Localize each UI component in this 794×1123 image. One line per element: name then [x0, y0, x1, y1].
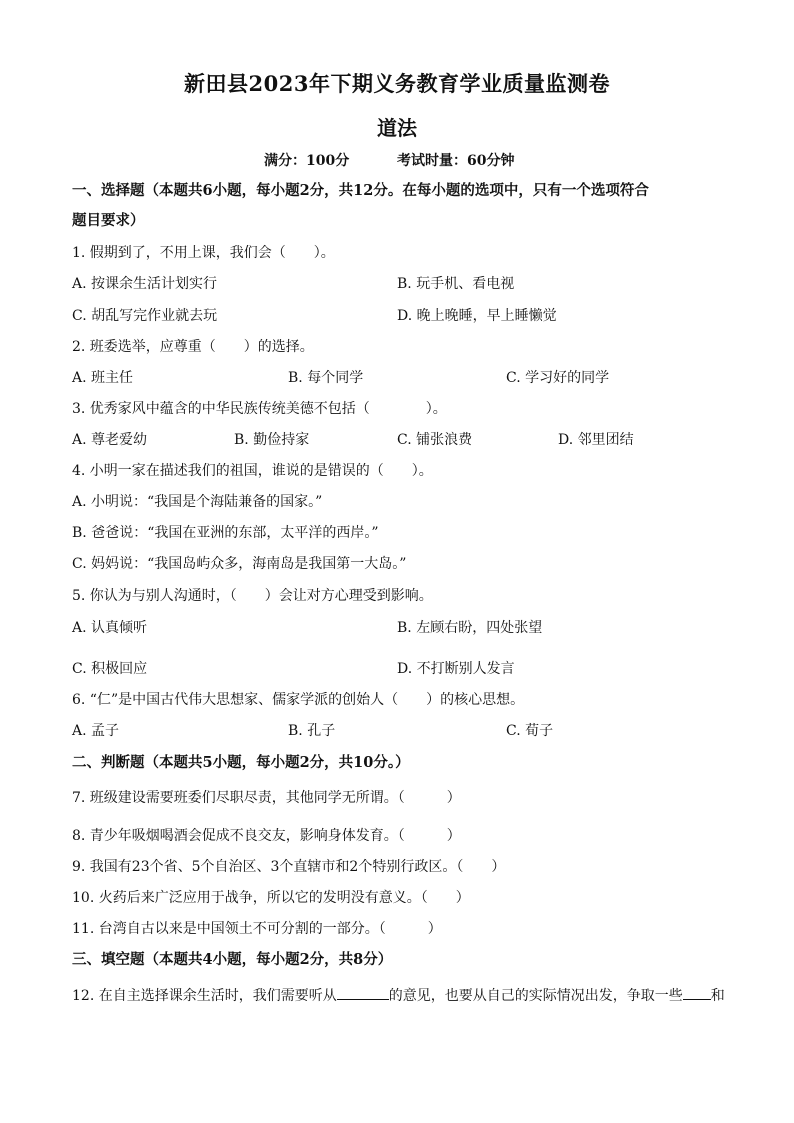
q4-option-b: B. 爸爸说：“我国在亚洲的东部，太平洋的西岸。” — [72, 525, 379, 541]
q6-option-a: A. 孟子 — [72, 723, 120, 739]
section1-heading-cont: 题目要求） — [72, 212, 145, 229]
question-11: 11. 台湾自古以来是中国领土不可分割的一部分。（ ） — [72, 921, 442, 937]
section2-heading: 二、判断题（本题共5小题，每小题2分，共10分。） — [72, 754, 410, 771]
exam-title: 新田县2023年下期义务教育学业质量监测卷 — [184, 71, 610, 96]
q3-option-d: D. 邻里团结 — [558, 432, 634, 448]
question-12 — [72, 985, 725, 1005]
q5-option-a: A. 认真倾听 — [72, 620, 148, 636]
question-6: 6. “仁”是中国古代伟大思想家、儒家学派的创始人（ ）的核心思想。 — [72, 692, 525, 708]
q4-option-a: A. 小明说：“我国是个海陆兼备的国家。” — [72, 494, 323, 510]
full-score: 满分：100分 — [264, 153, 350, 169]
q5-option-b: B. 左顾右盼，四处张望 — [397, 620, 543, 636]
exam-time: 考试时量：60分钟 — [397, 153, 515, 169]
q2-option-b: B. 每个同学 — [288, 370, 364, 386]
q1-option-d: D. 晚上晚睡，早上睡懒觉 — [397, 308, 557, 324]
q3-option-c: C. 铺张浪费 — [397, 432, 473, 448]
q3-option-b: B. 勤俭持家 — [234, 432, 310, 448]
q3-option-a: A. 尊老爱幼 — [72, 432, 148, 448]
q5-option-c: C. 积极回应 — [72, 661, 148, 677]
question-7: 7. 班级建设需要班委们尽职尽责，其他同学无所谓。（ ） — [72, 790, 461, 806]
q5-option-d: D. 不打断别人发言 — [397, 661, 515, 677]
q4-option-c: C. 妈妈说：“我国岛屿众多，海南岛是我国第一大岛。” — [72, 556, 407, 572]
q6-option-c: C. 荀子 — [506, 723, 554, 739]
question-8: 8. 青少年吸烟喝酒会促成不良交友，影响身体发育。（ ） — [72, 828, 461, 844]
question-10: 10. 火药后来广泛应用于战争，所以它的发明没有意义。（ ） — [72, 890, 470, 906]
q6-option-b: B. 孔子 — [288, 723, 336, 739]
question-2: 2. 班委选举，应尊重（ ）的选择。 — [72, 339, 314, 355]
q1-option-b: B. 玩手机、看电视 — [397, 276, 515, 292]
q2-option-c: C. 学习好的同学 — [506, 370, 610, 386]
q1-option-a: A. 按课余生活计划实行 — [72, 276, 218, 292]
question-4: 4. 小明一家在描述我们的祖国，谁说的是错误的（ ）。 — [72, 463, 433, 479]
q12-blank-2[interactable] — [683, 985, 711, 1000]
question-3: 3. 优秀家风中蕴含的中华民族传统美德不包括（ ）。 — [72, 401, 447, 417]
q12-text-part3: 和 — [710, 988, 725, 1004]
section1-heading: 一、选择题（本题共6小题，每小题2分，共12分。在每小题的选项中，只有一个选项符合 — [72, 182, 649, 199]
subject-title: 道法 — [377, 116, 417, 140]
question-5: 5. 你认为与别人沟通时，（ ）会让对方心理受到影响。 — [72, 588, 433, 604]
question-1: 1. 假期到了，不用上课，我们会（ ）。 — [72, 245, 335, 261]
q12-text-part1: 12. 在自主选择课余生活时，我们需要听从 — [72, 988, 337, 1004]
question-9: 9. 我国有23个省、5个自治区、3个直辖市和2个特别行政区。（ ） — [72, 859, 506, 875]
section3-heading: 三、填空题（本题共4小题，每小题2分，共8分） — [72, 951, 393, 968]
q12-text-part2: 的意见，也要从自己的实际情况出发，争取一些 — [388, 988, 683, 1004]
q2-option-a: A. 班主任 — [72, 370, 134, 386]
q12-blank-1[interactable] — [337, 985, 389, 1000]
q1-option-c: C. 胡乱写完作业就去玩 — [72, 308, 218, 324]
